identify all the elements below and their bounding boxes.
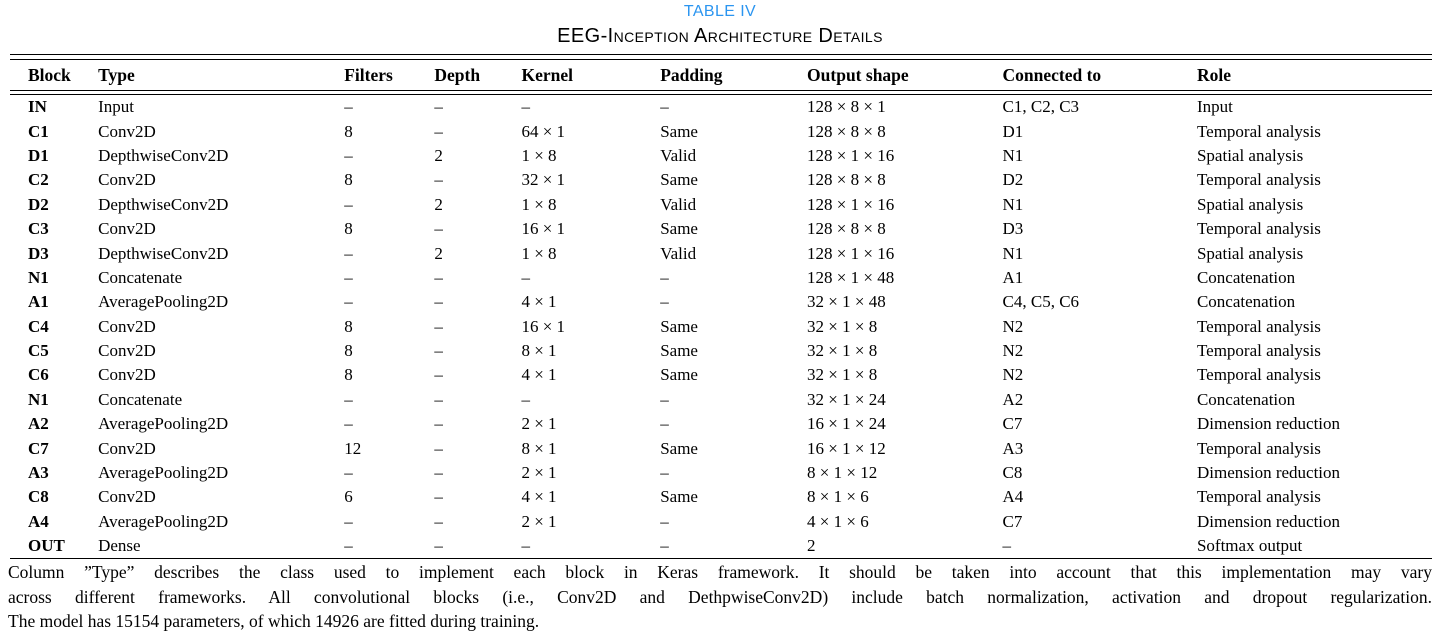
table-row [10, 290, 1432, 314]
cell: Input [98, 97, 134, 117]
cell: Temporal analysis [1196, 438, 1321, 458]
cell: C1, C2, C3 [1002, 97, 1080, 117]
cell: 8 [344, 365, 353, 385]
cell: – [434, 267, 443, 287]
cell-block-id: N1 [28, 267, 49, 287]
cell: Concatenation [1196, 292, 1296, 312]
table-caption-title: EEG-Inception Architecture Details [557, 25, 883, 47]
cell: – [521, 97, 530, 117]
cell: Conv2D [98, 438, 156, 458]
footnote-line: across different frameworks. All convolutional blocks (i.e., Conv2D and DethpwiseConv2D) include batch normalization, activation and dropout regularization. [8, 586, 1432, 607]
cell: 8 × 1 [521, 438, 557, 458]
cell: 32 × 1 × 8 [807, 341, 878, 361]
cell: C7 [1002, 511, 1023, 531]
cell-block-id: D2 [28, 194, 49, 214]
cell: 12 [344, 438, 362, 458]
cell-block-id: C1 [28, 121, 49, 141]
cell: DepthwiseConv2D [98, 145, 229, 165]
cell: 8 [344, 121, 353, 141]
cell-block-id: D1 [28, 145, 49, 165]
table-row [10, 436, 1432, 460]
cell: – [660, 292, 669, 312]
table-row [10, 193, 1432, 217]
cell: D1 [1002, 121, 1024, 141]
table-row [10, 534, 1432, 558]
cell: Softmax output [1196, 536, 1303, 556]
cell: Same [660, 341, 698, 361]
cell: Concatenation [1196, 267, 1296, 287]
cell: 8 × 1 × 12 [807, 463, 878, 483]
cell: Temporal analysis [1196, 219, 1321, 239]
cell: C4, C5, C6 [1002, 292, 1080, 312]
cell: 128 × 8 × 8 [807, 121, 886, 141]
cell: Spatial analysis [1196, 243, 1304, 263]
cell: 2 [434, 243, 443, 263]
cell: Conv2D [98, 316, 156, 336]
cell: – [344, 267, 353, 287]
cell: Temporal analysis [1196, 316, 1321, 336]
cell: A3 [1002, 438, 1024, 458]
cell: 4 × 1 × 6 [807, 511, 869, 531]
table-row [10, 144, 1432, 168]
cell: Conv2D [98, 170, 156, 190]
cell: 2 × 1 [521, 414, 557, 434]
cell: 2 [434, 145, 443, 165]
cell: Temporal analysis [1196, 365, 1321, 385]
cell: Same [660, 316, 698, 336]
cell: 16 × 1 [521, 219, 566, 239]
cell-block-id: OUT [28, 536, 65, 556]
table-row [10, 363, 1432, 387]
cell: 6 [344, 487, 353, 507]
table-row [10, 168, 1432, 192]
cell: AveragePooling2D [98, 292, 229, 312]
cell: Input [1196, 97, 1233, 117]
table-row [10, 412, 1432, 436]
cell: Same [660, 487, 698, 507]
cell: Temporal analysis [1196, 170, 1321, 190]
cell: 8 × 1 × 6 [807, 487, 869, 507]
cell: 32 × 1 × 24 [807, 389, 886, 409]
column-header: Type [98, 64, 135, 85]
cell: 2 × 1 [521, 511, 557, 531]
cell: – [660, 97, 669, 117]
cell: – [434, 438, 443, 458]
column-header: Filters [344, 64, 393, 85]
cell: 32 × 1 [521, 170, 566, 190]
footnote-line: Column ”Type” describes the class used to implement each block in Keras framework. It should be taken into account that this implementation may vary [8, 562, 1432, 583]
cell: Valid [660, 194, 697, 214]
cell: Dimension reduction [1196, 463, 1341, 483]
cell: N1 [1002, 243, 1024, 263]
cell: C8 [1002, 463, 1023, 483]
cell: – [344, 389, 353, 409]
cell: 128 × 8 × 8 [807, 219, 886, 239]
cell: Concatenation [1196, 389, 1296, 409]
cell: – [434, 487, 443, 507]
cell: – [344, 145, 353, 165]
cell: Conv2D [98, 487, 156, 507]
cell: Same [660, 219, 698, 239]
table-grid [10, 60, 1432, 558]
cell: Conv2D [98, 121, 156, 141]
cell: 4 × 1 [521, 487, 557, 507]
cell-block-id: C6 [28, 365, 49, 385]
cell: Conv2D [98, 341, 156, 361]
architecture-table [10, 54, 1432, 559]
table-footnote [8, 560, 1432, 633]
cell: N2 [1002, 316, 1024, 336]
cell: 1 × 8 [521, 194, 557, 214]
cell: – [660, 463, 669, 483]
cell: – [344, 511, 353, 531]
cell: N1 [1002, 194, 1024, 214]
cell: Valid [660, 243, 697, 263]
column-header: Padding [660, 64, 723, 85]
cell: 128 × 8 × 1 [807, 97, 886, 117]
cell-block-id: C4 [28, 316, 49, 336]
cell: – [521, 389, 530, 409]
table-row [10, 388, 1432, 412]
cell: Same [660, 170, 698, 190]
cell: AveragePooling2D [98, 463, 229, 483]
cell: 32 × 1 × 8 [807, 316, 878, 336]
cell-block-id: D3 [28, 243, 49, 263]
cell-block-id: C5 [28, 341, 49, 361]
cell: Concatenate [98, 267, 183, 287]
cell: – [434, 414, 443, 434]
cell: Temporal analysis [1196, 341, 1321, 361]
cell: D3 [1002, 219, 1024, 239]
cell: 2 × 1 [521, 463, 557, 483]
cell: 16 × 1 × 24 [807, 414, 886, 434]
cell: 2 [807, 536, 816, 556]
cell: 2 [434, 194, 443, 214]
cell: – [434, 121, 443, 141]
cell-block-id: C8 [28, 487, 49, 507]
cell: 64 × 1 [521, 121, 566, 141]
cell: C7 [1002, 414, 1023, 434]
column-header: Role [1196, 64, 1231, 85]
cell: – [660, 536, 669, 556]
cell: D2 [1002, 170, 1024, 190]
cell: Temporal analysis [1196, 487, 1321, 507]
cell: – [434, 292, 443, 312]
cell: Dimension reduction [1196, 414, 1341, 434]
cell-block-id: A3 [28, 463, 49, 483]
cell: 8 [344, 316, 353, 336]
cell: Spatial analysis [1196, 145, 1304, 165]
cell: 1 × 8 [521, 145, 557, 165]
cell: 128 × 1 × 16 [807, 145, 895, 165]
table-caption-label: TABLE IV [683, 3, 757, 20]
cell-block-id: C7 [28, 438, 49, 458]
cell: 32 × 1 × 48 [807, 292, 886, 312]
cell: – [521, 536, 530, 556]
table-row [10, 485, 1432, 509]
cell-block-id: A1 [28, 292, 49, 312]
cell: – [660, 414, 669, 434]
cell: Conv2D [98, 219, 156, 239]
cell: 16 × 1 [521, 316, 566, 336]
cell: 8 [344, 219, 353, 239]
cell: – [344, 463, 353, 483]
cell: Dense [98, 536, 141, 556]
cell: 8 × 1 [521, 341, 557, 361]
cell: – [344, 414, 353, 434]
cell: 32 × 1 × 8 [807, 365, 878, 385]
cell: Spatial analysis [1196, 194, 1304, 214]
column-header: Block [28, 64, 71, 85]
cell: – [660, 389, 669, 409]
cell: Temporal analysis [1196, 121, 1321, 141]
column-header: Depth [434, 64, 481, 85]
table-row [10, 95, 1432, 120]
cell: Same [660, 121, 698, 141]
cell-block-id: N1 [28, 389, 49, 409]
cell: – [344, 243, 353, 263]
table-header-row [10, 60, 1432, 91]
column-header: Connected to [1002, 64, 1102, 85]
cell: DepthwiseConv2D [98, 194, 229, 214]
cell-block-id: C3 [28, 219, 49, 239]
cell: – [521, 267, 530, 287]
cell: – [434, 365, 443, 385]
cell: – [660, 511, 669, 531]
cell: Same [660, 438, 698, 458]
table-row [10, 315, 1432, 339]
cell: 1 × 8 [521, 243, 557, 263]
column-header: Output shape [807, 64, 909, 85]
cell: A1 [1002, 267, 1024, 287]
cell: – [344, 194, 353, 214]
table-row [10, 510, 1432, 534]
cell: – [434, 341, 443, 361]
column-header: Kernel [521, 64, 573, 85]
cell: 128 × 1 × 16 [807, 194, 895, 214]
cell: Dimension reduction [1196, 511, 1341, 531]
cell: 16 × 1 × 12 [807, 438, 886, 458]
cell: – [344, 536, 353, 556]
cell-block-id: C2 [28, 170, 49, 190]
cell: – [434, 170, 443, 190]
table-row [10, 119, 1432, 143]
cell: – [344, 97, 353, 117]
cell: – [660, 267, 669, 287]
cell: N1 [1002, 145, 1024, 165]
cell-block-id: A2 [28, 414, 49, 434]
cell: – [434, 463, 443, 483]
cell: Same [660, 365, 698, 385]
cell: AveragePooling2D [98, 414, 229, 434]
cell: – [434, 97, 443, 117]
cell: – [434, 536, 443, 556]
table-row [10, 266, 1432, 290]
cell-block-id: IN [28, 97, 47, 117]
cell: – [1002, 536, 1012, 556]
cell: N2 [1002, 341, 1024, 361]
cell: – [344, 292, 353, 312]
cell: A4 [1002, 487, 1024, 507]
table-row [10, 461, 1432, 485]
table-bottom-rule [10, 558, 1432, 559]
cell: Concatenate [98, 389, 183, 409]
cell: N2 [1002, 365, 1024, 385]
cell: – [434, 316, 443, 336]
cell: 8 [344, 341, 353, 361]
table-row [10, 241, 1432, 265]
cell: 8 [344, 170, 353, 190]
table-row [10, 339, 1432, 363]
cell: DepthwiseConv2D [98, 243, 229, 263]
cell: – [434, 389, 443, 409]
cell: 4 × 1 [521, 365, 557, 385]
table-row [10, 217, 1432, 241]
cell: 128 × 8 × 8 [807, 170, 886, 190]
cell: AveragePooling2D [98, 511, 229, 531]
cell: A2 [1002, 389, 1024, 409]
table-caption [0, 0, 1440, 48]
cell: 128 × 1 × 48 [807, 267, 895, 287]
cell: Valid [660, 145, 697, 165]
cell-block-id: A4 [28, 511, 49, 531]
cell: 128 × 1 × 16 [807, 243, 895, 263]
cell: – [434, 219, 443, 239]
footnote-line: The model has 15154 parameters, of which 14926 are fitted during training. [8, 611, 540, 632]
cell: Conv2D [98, 365, 156, 385]
cell: – [434, 511, 443, 531]
cell: 4 × 1 [521, 292, 557, 312]
